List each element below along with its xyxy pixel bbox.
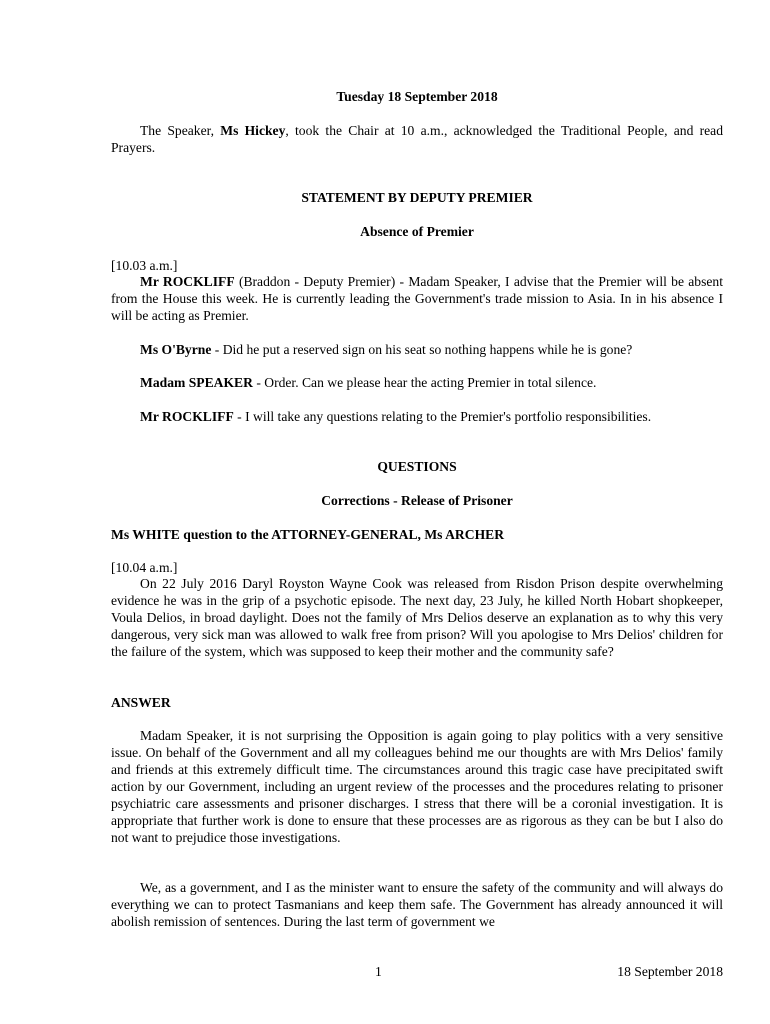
questions-heading: QUESTIONS <box>377 459 457 474</box>
rockliff-paragraph-1 <box>111 273 723 324</box>
footer-date: 18 September 2018 <box>617 964 723 979</box>
answer-paragraph-1: Madam Speaker, it is not surprising the Opposition is again going to play politics with a very sensitive issue. On behalf of the Government and all my colleagues behind me our thoughts are with Mrs Delios' family and friends at this extremely difficult time. The circumstances around this tragic case have precipitated swift action by our Government, including an urgent review of the processes and the procedures relating to prisoner psychiatric care assessments and prisoner discharges. I stress that there will be a coronial investigation. It is appropriate that further work is done to ensure that these processes are as rigorous as they can be but I also do not want to prejudice those investigations. <box>111 728 723 845</box>
answer-heading: ANSWER <box>111 695 171 710</box>
statement-heading: STATEMENT BY DEPUTY PREMIER <box>301 190 533 205</box>
madam-speaker-paragraph <box>111 374 752 391</box>
paragraph-text: - Order. Can we please hear the acting Premier in total silence. <box>252 375 597 390</box>
obyrne-paragraph <box>111 341 752 358</box>
speaker-name: Ms Hickey <box>220 123 286 138</box>
timestamp-2: [10.04 a.m.] <box>111 560 178 575</box>
opening-pre: The Speaker, <box>140 123 221 138</box>
question-title: Ms WHITE question to the ATTORNEY-GENERAL, Ms ARCHER <box>111 527 505 542</box>
rockliff-paragraph-2 <box>111 408 752 425</box>
opening-post: , took the Chair at 10 a.m., acknowledged the Traditional People, and read Prayers. <box>111 123 723 155</box>
page-number: 1 <box>375 964 382 979</box>
date-heading: Tuesday 18 September 2018 <box>336 89 498 104</box>
paragraph-text: (Braddon - Deputy Premier) - Madam Speaker, I advise that the Premier will be absent from the House this week. He is currently leading the Government's trade mission to Asia. In in his absence I will be acting as Premier. <box>111 274 724 323</box>
paragraph-text: - Did he put a reserved sign on his seat so nothing happens while he is gone? <box>211 342 633 357</box>
speaker-rockliff: Mr ROCKLIFF <box>140 409 234 424</box>
speaker-rockliff: Mr ROCKLIFF <box>140 274 235 289</box>
timestamp-1: [10.03 a.m.] <box>111 258 178 273</box>
speaker-madam: Madam SPEAKER <box>140 375 253 390</box>
answer-paragraph-2: We, as a government, and I as the minister want to ensure the safety of the community and will always do everything we can to protect Tasmanians and keep them safe. The Government has already announced it will abolish remission of sentences. During the last term of government we <box>111 880 723 929</box>
opening-paragraph <box>111 122 723 156</box>
paragraph-text: - I will take any questions relating to the Premier's portfolio responsibilities. <box>233 409 652 424</box>
question-paragraph: On 22 July 2016 Daryl Royston Wayne Cook was released from Risdon Prison despite overwhelming evidence he was in the grip of a psychotic episode. The next day, 23 July, he killed North Hobart shopkeeper, Voula Delios, in broad daylight. Does not the family of Mrs Delios deserve an explanation as to why this very dangerous, very sick man was allowed to walk free from prison? Will you apologise to Mrs Delios' children for the failure of the system, which was supposed to keep their mother and the community safe? <box>111 576 723 659</box>
question-topic: Corrections - Release of Prisoner <box>321 493 513 508</box>
statement-subheading: Absence of Premier <box>360 224 474 239</box>
speaker-obyrne: Ms O'Byrne <box>140 342 212 357</box>
